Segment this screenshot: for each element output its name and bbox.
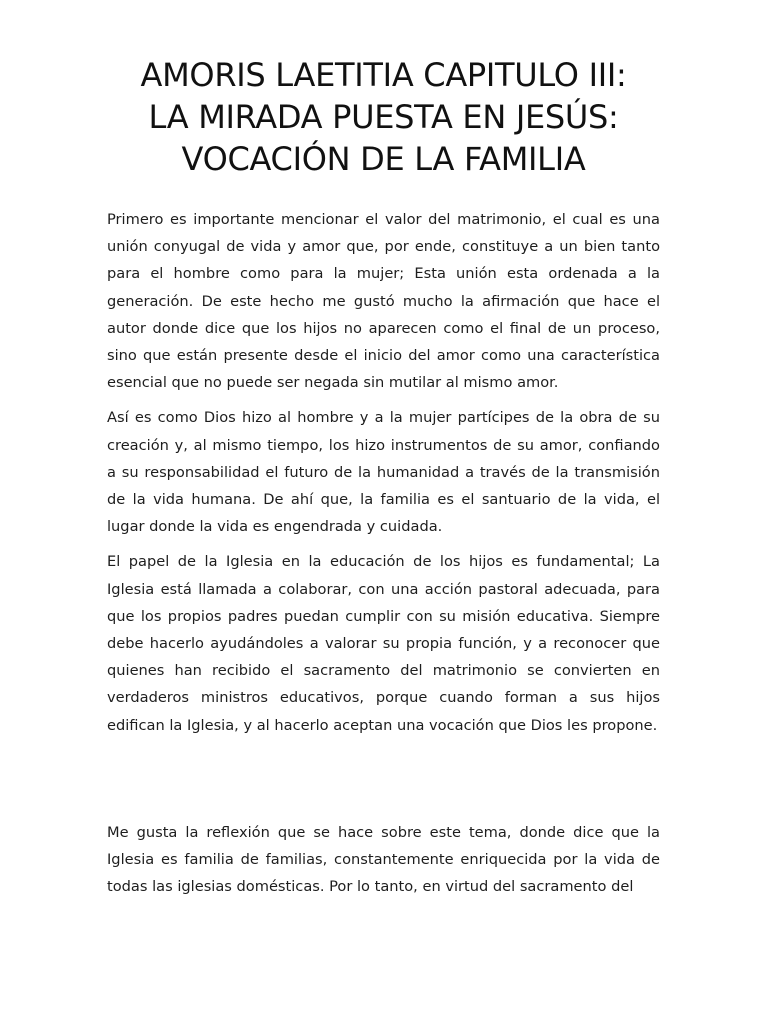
blank-space [107, 739, 660, 819]
paragraph-1: Primero es importante mencionar el valor del matrimonio, el cual es una unión conyugal de vida y amor que, por ende, constituye a un bien tanto para el hombre como para la mujer; Esta unión esta ordenada a la generación. De este hecho me gustó mucho la afirmación que hace el autor donde dice que los hijos no aparecen como el final de un proceso, sino que están presente desde el inicio del amor como una característica esencial que no puede ser negada sin mutilar al mismo amor. [107, 211, 660, 392]
paragraph-3: El papel de la Iglesia en la educación de los hijos es fundamental; La Iglesia está llamada a colaborar, con una acción pastoral adecuada, para que los propios padres puedan cumplir con su misión educativa. Siempre debe hacerlo ayudándoles a valorar su propia función, y a reconocer que quienes han recibido el sacramento del matrimonio se convierten en verdaderos ministros educativos, porque cuando forman a sus hijos edifican la Iglesia, y al hacerlo aceptan una vocación que Dios les propone. [107, 553, 660, 734]
title-line-2: LA MIRADA PUESTA EN JESÚS: [148, 98, 619, 136]
paragraph-4: Me gusta la reflexión que se hace sobre este tema, donde dice que la Iglesia es familia de familias, constantemente enriquecida por la vida de todas las iglesias domésticas. Por lo tanto, en virtud del sacramento del [107, 823, 660, 896]
title-line-1: AMORIS LAETITIA CAPITULO III: [140, 56, 627, 94]
document-title [107, 54, 660, 180]
title-line-3: VOCACIÓN DE LA FAMILIA [181, 140, 586, 178]
paragraph-2: Así es como Dios hizo al hombre y a la mujer partícipes de la obra de su creación y, al mismo tiempo, los hizo instrumentos de su amor, confiando a su responsabilidad el futuro de la humanidad a través de la transmisión de la vida humana. De ahí que, la familia es el santuario de la vida, el lugar donde la vida es engendrada y cuidada. [107, 409, 660, 536]
document-page [107, 54, 660, 908]
